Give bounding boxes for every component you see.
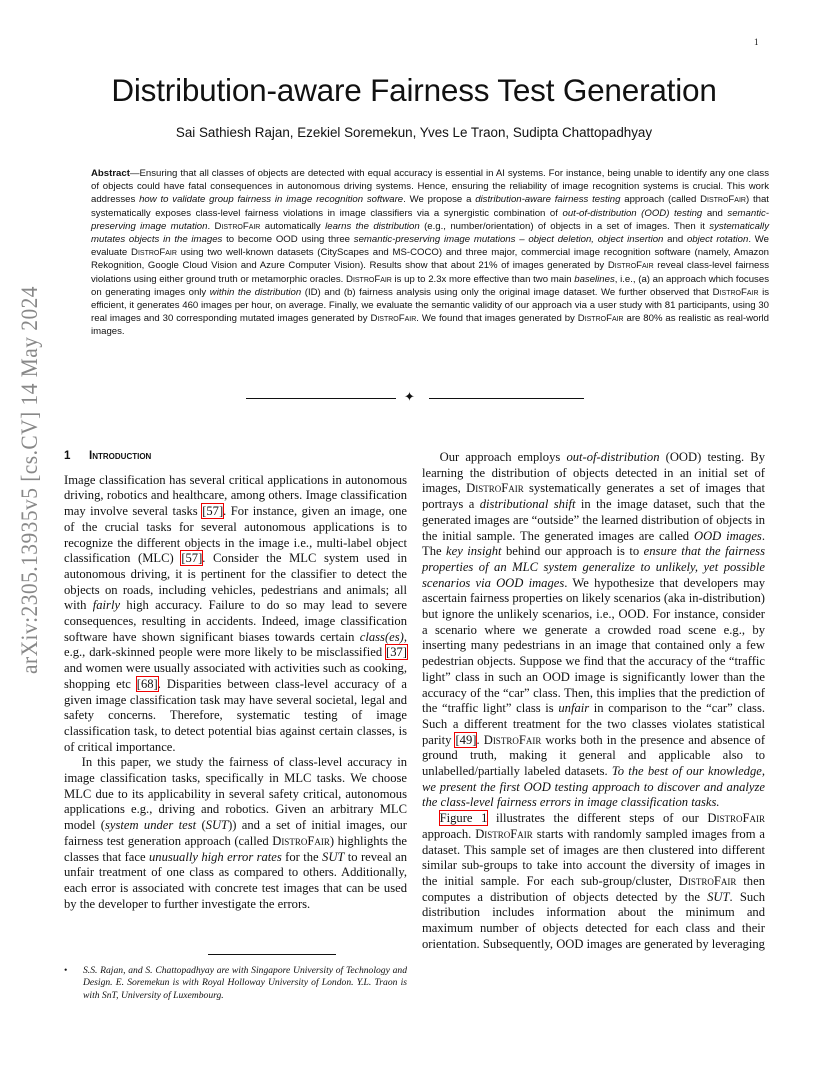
section-title: Introduction — [89, 449, 152, 462]
abstract-text: . We propose a — [403, 194, 476, 206]
tool-name: DistroFair — [214, 220, 261, 232]
body-text: Our approach employs — [439, 450, 567, 464]
body-text: illustrates the different steps of our — [487, 811, 708, 826]
section-number: 1 — [64, 449, 71, 462]
citation-link[interactable]: [68] — [136, 676, 158, 691]
section-divider — [246, 391, 584, 407]
footnote-rule — [208, 954, 336, 955]
math-symbol: SUT — [205, 818, 229, 833]
body-emphasis: unfair — [558, 701, 590, 716]
tool-name: DistroFair — [678, 873, 737, 888]
body-text: to reveal an unfair treatment of one class as compared to others. Additionally, each error is associated with concrete test images that can be used by the developer to further investigate the errors. — [64, 849, 408, 911]
body-text: systematically generates a set of images that portrays a — [422, 481, 765, 512]
abstract-text: , i.e., (a) an approach which focuses on generating images only — [91, 273, 769, 298]
body-emphasis: unusually high error rates — [148, 849, 282, 864]
body-text: in the image dataset, such that the generated images are “outside” the learned distribution of objects in the initial sample. The generated images are called — [422, 497, 765, 543]
tool-name: DistroFair — [466, 481, 524, 496]
tool-name: DistroFair — [475, 826, 533, 841]
body-emphasis: key insight — [446, 544, 502, 559]
arxiv-stamp — [8, 282, 46, 682]
body-text: in comparison to the “car” class. Such a different treatment for the two classes violates statistical parity — [422, 701, 766, 747]
author-list: Sai Sathiesh Rajan, Ezekiel Soremekun, Yves Le Traon, Sudipta Chattopadhyay — [175, 125, 653, 140]
body-text: ) highlights the classes that face — [64, 833, 407, 864]
body-emphasis: system under test — [105, 818, 197, 833]
abstract-emphasis: distribution-aware fairness testing — [475, 194, 621, 206]
abstract-text: reveal class-level fairness violations using either ground truth or metamorphic oracles. — [91, 260, 769, 285]
paragraph — [422, 811, 765, 952]
body-emphasis: distributional shift — [479, 497, 576, 512]
arxiv-stamp-text: arXiv:2305.13935v5 [cs.CV] 14 May 2024 — [17, 282, 42, 674]
tool-name: DistroFair — [712, 286, 759, 298]
page-number: 1 — [754, 37, 759, 47]
divider-line-left — [246, 398, 396, 399]
body-emphasis: out-of-distribution — [566, 450, 660, 464]
body-text: . Such distribution includes information about the minimum and maximum number of objects detected for each class and their orientation. Subsequently, OOD images are generated by leveraging — [422, 889, 766, 951]
abstract-text: to become OOD using three — [222, 234, 354, 246]
body-text: (OOD) testing. By learning the distribution of objects detected in an initial set of images, — [422, 450, 765, 496]
figure-link[interactable]: Figure 1 — [439, 811, 488, 826]
footnote — [64, 965, 407, 1002]
abstract-text: using two well-known datasets (CityScapes and MS-COCO) and three major, commercial image recognition software (namely, Amazon Rekognition, Google Cloud Vision and Azure Computer Vision). Results show that about 21% of images generated by — [91, 247, 769, 272]
abstract-emphasis: learns the distribution — [325, 220, 420, 232]
abstract-text: . We found that images generated by — [416, 313, 578, 325]
paragraph — [64, 755, 407, 912]
paragraph — [64, 473, 407, 756]
abstract-text: is up to 2.3x more effective than two main — [391, 273, 575, 285]
footnote-text: S.S. Rajan, and S. Chattopadhyay are with Singapore University of Technology and Design. E. Soremekun is with Royal Holloway University of London. Y.L. Traon is with SnT, University of Luxembourg. — [83, 965, 407, 1001]
body-text: . Disparities between class-level accuracy of a given image classification task may have several societal, legal and safety concerns. Therefore, systematic testing of image classification task, to detect potential bias against certain classes, is of critical importance. — [64, 676, 407, 754]
tool-name: DistroFair — [700, 194, 746, 206]
abstract-text: . — [207, 220, 215, 232]
tool-name: DistroFair — [607, 260, 654, 272]
body-text: In this paper, we study the fairness of class-level accuracy in image classification tasks, specifically in MLC tasks. We choose MLC due to its applicability in several safety critical, autonomous applications e.g., driving and robotics. Given an arbitrary MLC model ( — [64, 755, 407, 833]
body-emphasis: class(es) — [359, 629, 404, 644]
tool-name: DistroFair — [346, 273, 392, 285]
abstract-text: and — [702, 207, 728, 219]
citation-link[interactable]: [57] — [181, 551, 203, 566]
body-text: for the — [281, 849, 323, 864]
citation-link[interactable]: [49] — [455, 732, 477, 747]
math-symbol: SUT — [322, 849, 345, 864]
section-heading — [64, 448, 407, 464]
body-text: . We hypothesize that developers may ascertain fairness properties on likely scenarios (aka in-distribution) but ignore the unlikely scenarios, i.e., OOD. For instance, consider a scenario where we generate a crowded road scene e.g., by inserting many pedestrians in an image that contained only a few pedestrian objects. Suppose we find that the accuracy of the “traffic light” class in such an OOD image is significantly lower than the accuracy of the “car” class. Then, this implies that the prediction of the “traffic light” class is — [422, 575, 765, 716]
abstract-emphasis: object rotation — [686, 234, 749, 246]
body-text: works both in the presence and absence of ground truth, making it general and applicable also to unlabelled/partially labeled datasets. — [422, 732, 766, 779]
abstract-emphasis: systematically mutates objects in the images — [91, 220, 769, 246]
tool-name: DistroFair — [707, 811, 766, 826]
body-text: behind our approach is to — [501, 544, 644, 559]
abstract-emphasis: baselines — [574, 273, 615, 285]
left-column — [64, 448, 407, 912]
body-text: Image classification has several critical applications in autonomous driving, robotics and healthcare, among others. Image classification may involve several tasks — [64, 472, 407, 519]
abstract-text: and — [663, 234, 687, 246]
abstract-text: approach (called — [620, 194, 701, 206]
abstract-text: . We evaluate — [91, 234, 769, 259]
abstract-text: are 80% as realistic as real-world images. — [91, 313, 769, 338]
body-text: . — [476, 732, 484, 747]
citation-link[interactable]: [37] — [386, 645, 407, 660]
abstract-text: ) that systematically exposes class-level fairness violations in image classifiers via a synergistic combination of — [91, 194, 769, 219]
abstract-label: Abstract — [91, 168, 130, 179]
divider-line-right — [429, 398, 584, 399]
abstract-emphasis: semantic-preserving image mutations – object deletion, object insertion — [353, 234, 664, 246]
body-text: . For instance, given an image, one of the crucial tasks for several autonomous applications is to recognize the different objects in the image i.e., multi-label object classification (MLC) — [64, 504, 407, 566]
math-symbol: SUT — [707, 889, 730, 904]
body-text: . Consider the MLC system used in autonomous driving, it is pertinent for the classifier to detect the objects on roads, including vehicles, pedestrians and animals; all with — [64, 551, 407, 613]
abstract-text: automatically — [260, 220, 326, 232]
body-text: starts with randomly sampled images from a dataset. This sample set of images are then clustered into different similar sub-groups to take into account the diversity of images in the initial sample. For each sub-group/cluster, — [422, 826, 765, 888]
abstract-emphasis: out-of-distribution (OOD) testing — [562, 207, 703, 219]
divider-star-icon: ✦ — [404, 389, 415, 404]
body-text: then computes a distribution of objects detected by the — [422, 873, 765, 904]
body-text: approach. — [422, 826, 476, 841]
tool-name: DistroFair — [131, 247, 177, 259]
tool-name: DistroFair — [483, 732, 542, 747]
abstract-emphasis: within the distribution — [209, 286, 302, 298]
abstract-text: is efficient, it generates 460 images per hour, on average. Finally, we evaluate the semantic validity of our approach via a user study with 81 participants, using 30 real images and 30 corresponding mutated images generated by — [91, 286, 770, 325]
abstract-emphasis: semantic-preserving image mutation — [91, 207, 769, 232]
tool-name: DistroFair — [370, 313, 417, 325]
body-emphasis: ensure that the fairness properties of an MLC system generalize to unlikely, yet possible scenarios via OOD images — [422, 544, 765, 590]
paper-title: Distribution-aware Fairness Test Generation — [111, 72, 717, 108]
body-emphasis: fairly — [92, 598, 121, 613]
body-text: . The — [422, 528, 765, 559]
body-text: high accuracy. Failure to do so may lead to severe consequences, resulting in accidents. Indeed, image classification software have shown significant biases towards certain — [64, 598, 407, 644]
footnote-bullet-icon: • — [64, 965, 68, 976]
abstract-text: (e.g., number/orientation) of objects in a set of images. Then it — [419, 220, 710, 232]
body-text: and women were usually associated with activities such as cooking, shopping etc — [64, 661, 407, 691]
body-emphasis: OOD images — [693, 528, 762, 543]
abstract — [91, 167, 769, 339]
paragraph — [422, 450, 765, 811]
abstract-emphasis: how to validate group fairness in image recognition software — [139, 194, 404, 206]
body-text: )) and a set of initial images, our fairness test generation approach (called — [64, 818, 408, 848]
tool-name: DistroFair — [577, 313, 624, 325]
abstract-text: (ID) and (b) fairness analysis using only the original image dataset. We further observed that — [301, 286, 713, 298]
tool-name: DistroFair — [272, 833, 330, 848]
body-text: , e.g., dark-skinned people were more likely to be misclassified — [64, 629, 407, 660]
right-column — [422, 450, 765, 953]
citation-link[interactable]: [57] — [202, 504, 224, 519]
abstract-text: —Ensuring that all classes of objects are detected with equal accuracy is essential in AI systems. For instance, being unable to identify any one class of objects could have fatal consequences in autonomous driving systems. Hence, ensuring the reliability of image recognition systems is crucial. This work addresses — [91, 168, 769, 206]
body-emphasis: To the best of our knowledge, we present the first OOD testing approach to discover and analyze the class-level fairness errors in image classification tasks. — [422, 764, 765, 810]
body-text: ( — [196, 818, 206, 833]
